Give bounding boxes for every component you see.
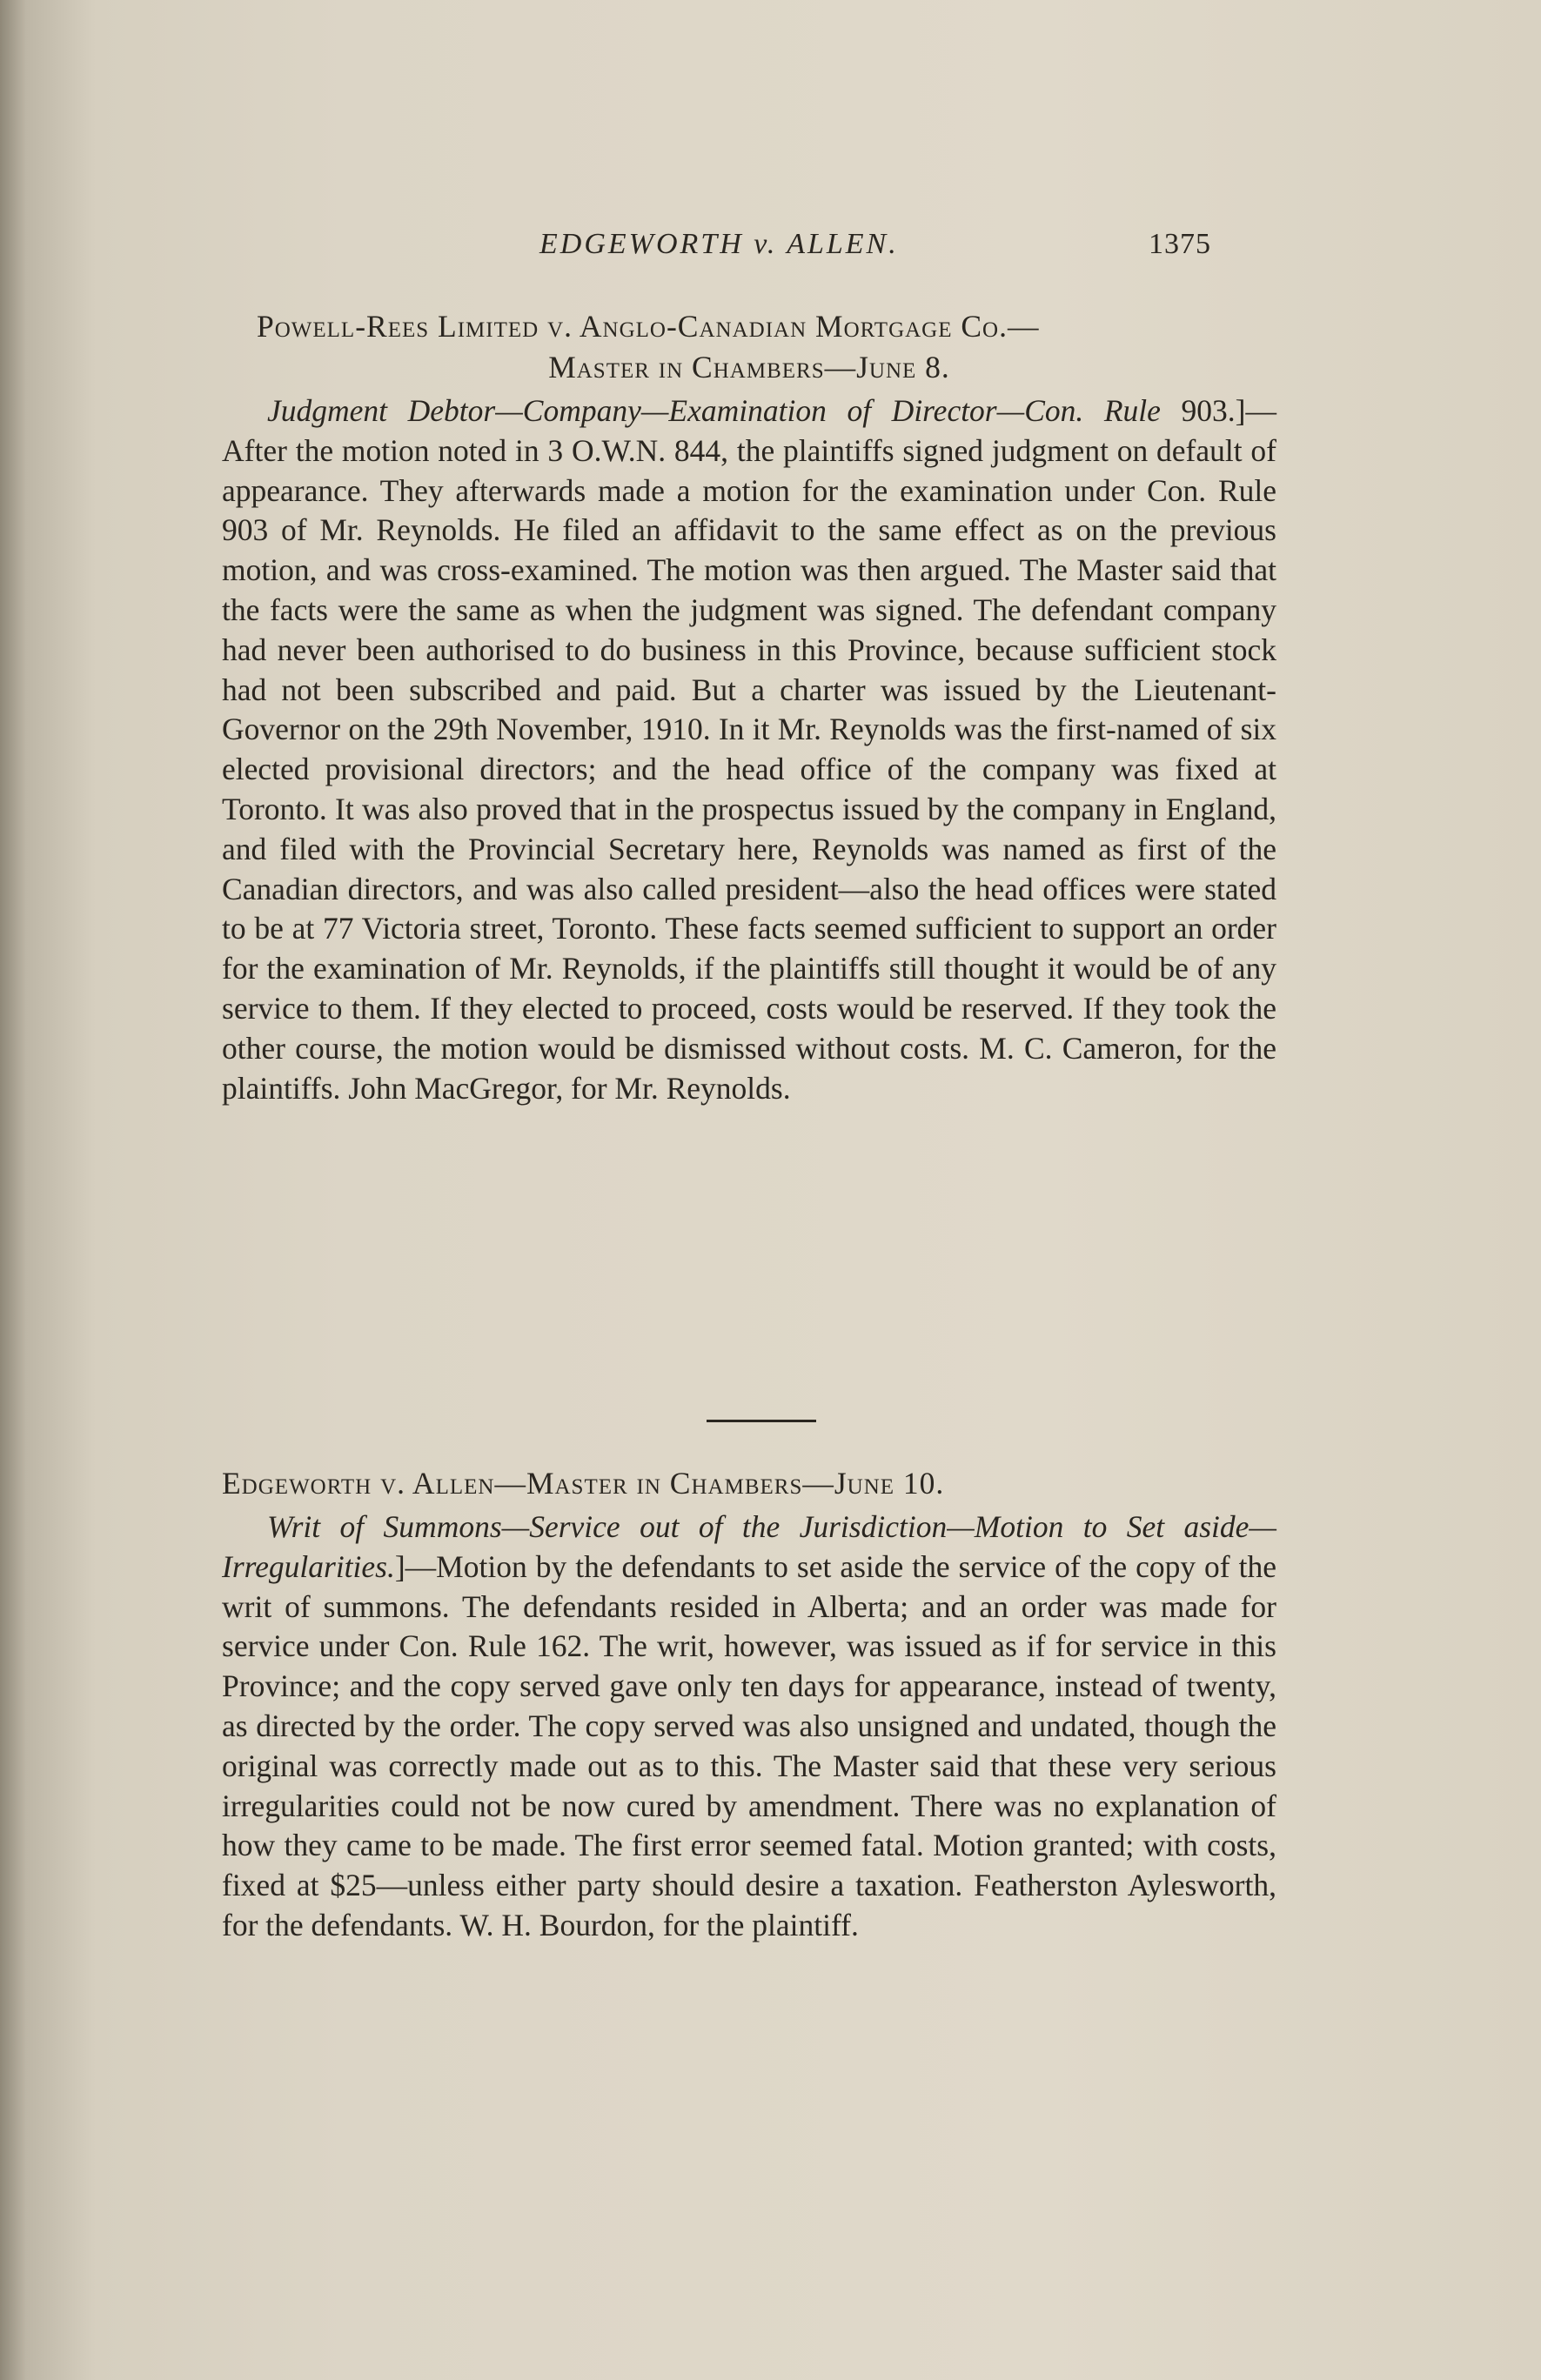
case-report-powell-rees — [222, 306, 1276, 1108]
page-number: 1375 — [1149, 228, 1211, 260]
case-heading: Edgeworth v. Allen—Master in Chambers—June 10. — [222, 1466, 945, 1501]
case-text: ]—Motion by the defendants to set aside the service of the copy of the writ of summons. The defendants resided in Alberta; and an order was made for service under Con. Rule 162. The writ, however, was issued as if for service in this Province; and the copy served gave only ten days for appearance, instead of twenty, as directed by the order. The copy served was also unsigned and undated, though the original was correctly made out as to this. The Master said that these very serious irregularities could not be now cured by amendment. There was no explanation of how they came to be made. The first error seemed fatal. Motion granted; with costs, fixed at $25—unless either party should desire a taxation. Featherston Aylesworth, for the defendants. W. H. Bourdon, for the plaintiff. — [222, 1548, 1276, 1942]
head-note: Writ of Summons—Service out of the Jurisdiction—Motion to Set aside—Irregularities. — [222, 1509, 1276, 1584]
case-text: 903.]—After the motion noted in 3 O.W.N. 844, the plaintiffs signed judgment on default of appearance. They afterwards made a motion for the examination under Con. Rule 903 of Mr. Reynolds. He filed an affidavit to the same effect as on the previous motion, and was cross-examined. The motion was then argued. The Master said that the facts were the same as when the judgment was signed. The defendant company had never been authorised to do business in this Province, because sufficient stock had not been subscribed and paid. But a charter was issued by the Lieutenant-Governor on the 29th November, 1910. In it Mr. Reynolds was the first-named of six elected provisional directors; and the head office of the company was fixed at Toronto. It was also proved that in the prospectus issued by the company in England, and filed with the Provincial Secretary here, Reynolds was named as first of the Canadian directors, and was also called president—also the head offices were stated to be at 77 Victoria street, Toronto. These facts seemed sufficient to support an order for the examination of Mr. Reynolds, if the plaintiffs still thought it would be of any service to them. If they elected to proceed, costs would be reserved. If they took the other course, the motion would be dismissed without costs. M. C. Cameron, for the plaintiffs. John MacGregor, for Mr. Reynolds. — [222, 393, 1276, 1106]
running-head-title: EDGEWORTH v. ALLEN. — [539, 228, 899, 260]
case-body — [222, 391, 1276, 1108]
case-report-edgeworth — [222, 1463, 1276, 1946]
section-divider — [707, 1420, 816, 1422]
case-heading-line2: Master in Chambers—June 8. — [548, 350, 950, 384]
head-note: Judgment Debtor—Company—Examination of Director—Con. Rule — [267, 393, 1161, 428]
case-heading-line1: Powell-Rees Limited v. Anglo-Canadian Mortgage Co.— — [257, 309, 1040, 344]
case-body — [222, 1508, 1276, 1946]
